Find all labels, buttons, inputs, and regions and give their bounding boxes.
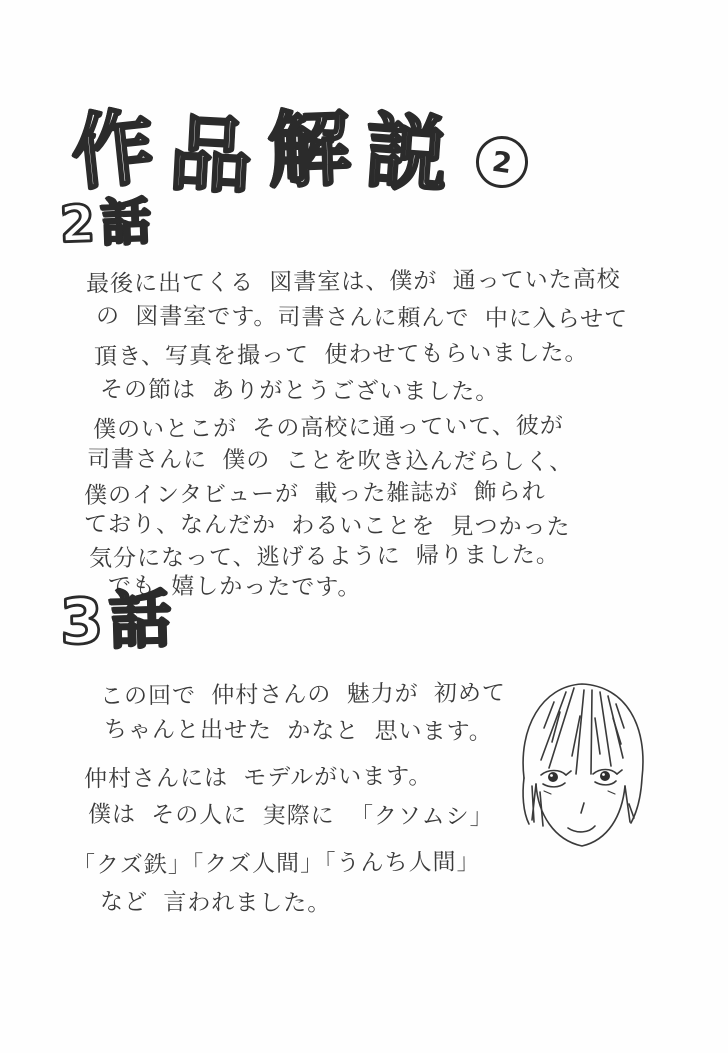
section-heading-ep2: 2話 xyxy=(59,192,158,254)
body-line: この回で 仲村さんの 魅力が 初めて xyxy=(99,680,507,710)
title-char: 作 xyxy=(67,98,165,203)
body-line: 「クズ鉄」「クズ人間」「うんち人間」 xyxy=(71,849,481,879)
body-line: ており、なんだか わるいことを 見つかった xyxy=(83,511,571,541)
body-line: 気分になって、逃げるように 帰りました。 xyxy=(88,541,560,573)
body-line: 頂き、写真を撮って 使わせてもらいました。 xyxy=(93,339,589,371)
body-line: の 図書室です。司書さんに頼んで 中に入らせて xyxy=(95,303,629,333)
body-line: 僕は その人に 実際に 「クソムシ」 xyxy=(87,801,494,831)
title-char: 説 xyxy=(362,104,458,205)
body-line: 司書さんに 僕の ことを吹き込んだらしく、 xyxy=(86,446,574,476)
body-line: 最後に出てくる 図書室は、僕が 通っていた高校 xyxy=(85,266,621,298)
body-line: その節は ありがとうございました。 xyxy=(99,376,500,406)
body-line: 僕のいとこが その高校に通っていて、彼が xyxy=(92,412,564,444)
page-title xyxy=(67,98,528,207)
body-line: など 言われました。 xyxy=(99,889,332,917)
section-heading-ep3: 3話 xyxy=(59,582,179,659)
title-char: 品 xyxy=(167,106,261,207)
title-number-circled xyxy=(473,133,532,192)
title-char: 解 xyxy=(266,101,358,200)
body-line: 僕のインタビューが 載った雑誌が 飾られ xyxy=(83,478,546,510)
body-line: 仲村さんには モデルがいます。 xyxy=(83,763,433,793)
title-number: 2 xyxy=(490,144,514,180)
girl-face-sketch xyxy=(494,672,669,872)
body-line: でも 嬉しかったです。 xyxy=(107,573,362,601)
body-line: ちゃんと出せた かなと 思います。 xyxy=(103,716,493,746)
